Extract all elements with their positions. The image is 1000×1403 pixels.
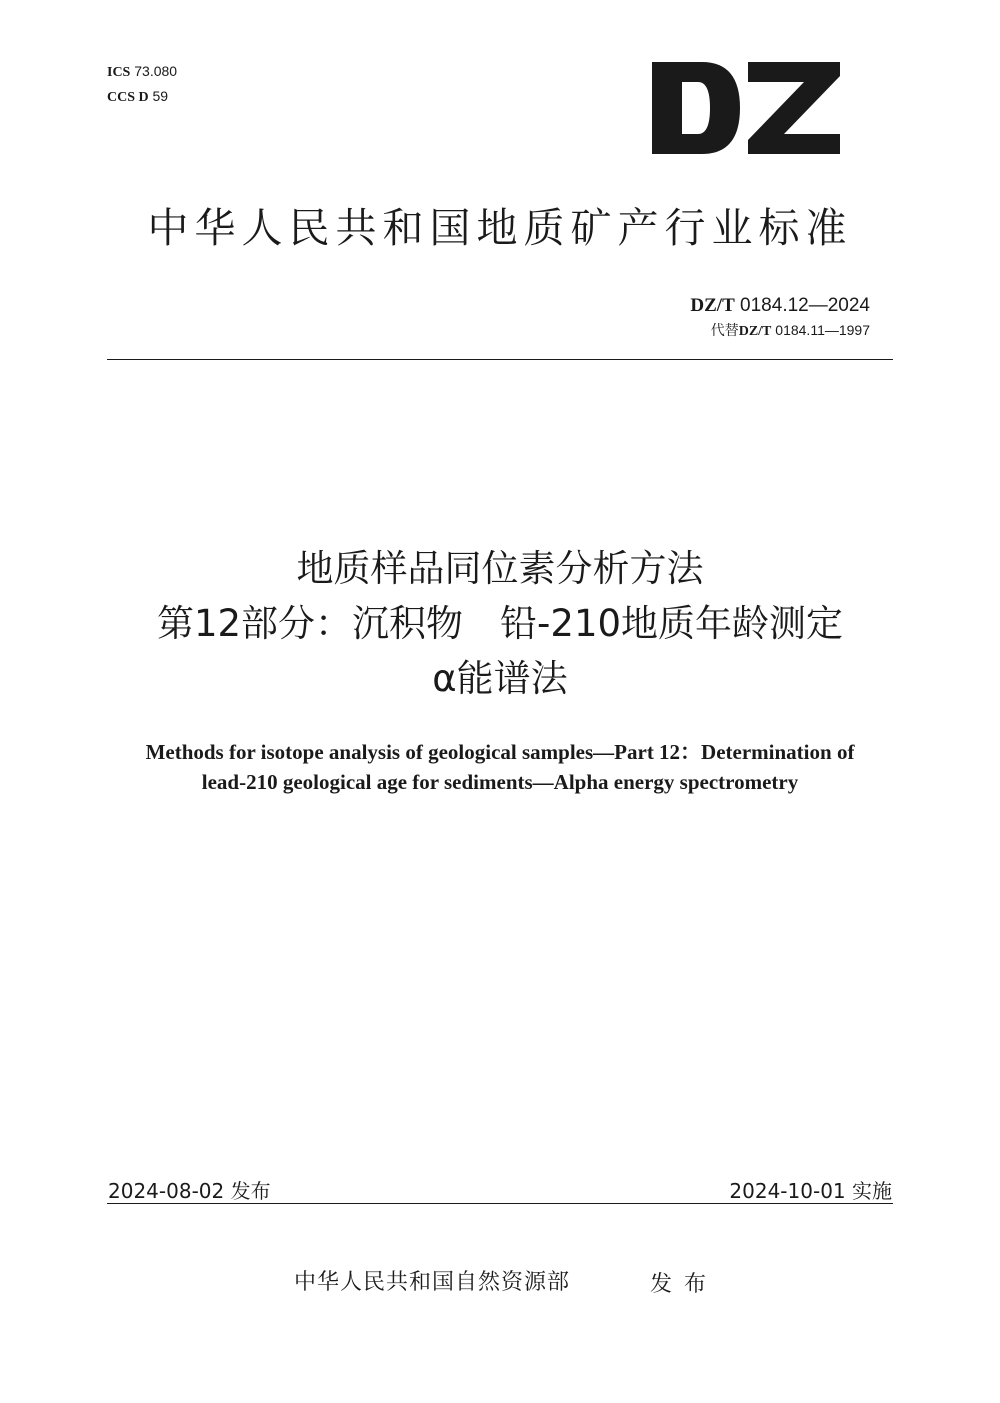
english-title-line-2: lead-210 geological age for sediments—Alpha energy spectrometry (201, 770, 799, 794)
dz-logo (652, 62, 840, 154)
dz-logo-graphic (652, 62, 840, 154)
ccs-code (107, 87, 168, 107)
replaces-code-prefix: DZ/T (738, 324, 772, 339)
ccs-value: 59 (152, 88, 169, 104)
publish-label: 发布 (650, 1272, 719, 1297)
english-title-line-1: Methods for isotope analysis of geological samples—Part 12：Determination of (145, 740, 855, 764)
industry-standard-title: 中华人民共和国地质矿产行业标准 (147, 204, 853, 252)
chinese-title-line-1: 地质样品同位素分析方法 (296, 547, 704, 590)
replaces-code-number: 0184.11—1997 (775, 322, 870, 338)
bottom-divider (107, 1203, 893, 1204)
replaces-label: 代替 (710, 322, 739, 338)
top-divider (107, 359, 893, 360)
standard-number (690, 294, 870, 318)
publisher-name: 中华人民共和国自然资源部 (294, 1270, 571, 1295)
ccs-prefix: CCS D (107, 90, 149, 105)
ics-value: 73.080 (134, 63, 178, 79)
ics-code (107, 62, 177, 82)
chinese-title-line-2: 第12部分：沉积物 铅-210地质年龄测定 (156, 602, 844, 645)
release-date: 2024-08-02 发布 (108, 1179, 271, 1203)
chinese-title-line-3: α能谱法 (432, 657, 568, 700)
implementation-date: 2024-10-01 实施 (729, 1179, 892, 1203)
standard-code-number: 0184.12—2024 (740, 295, 870, 316)
replaces-standard (711, 321, 870, 341)
standard-code-prefix: DZ/T (690, 295, 735, 316)
ics-prefix: ICS (107, 65, 131, 80)
